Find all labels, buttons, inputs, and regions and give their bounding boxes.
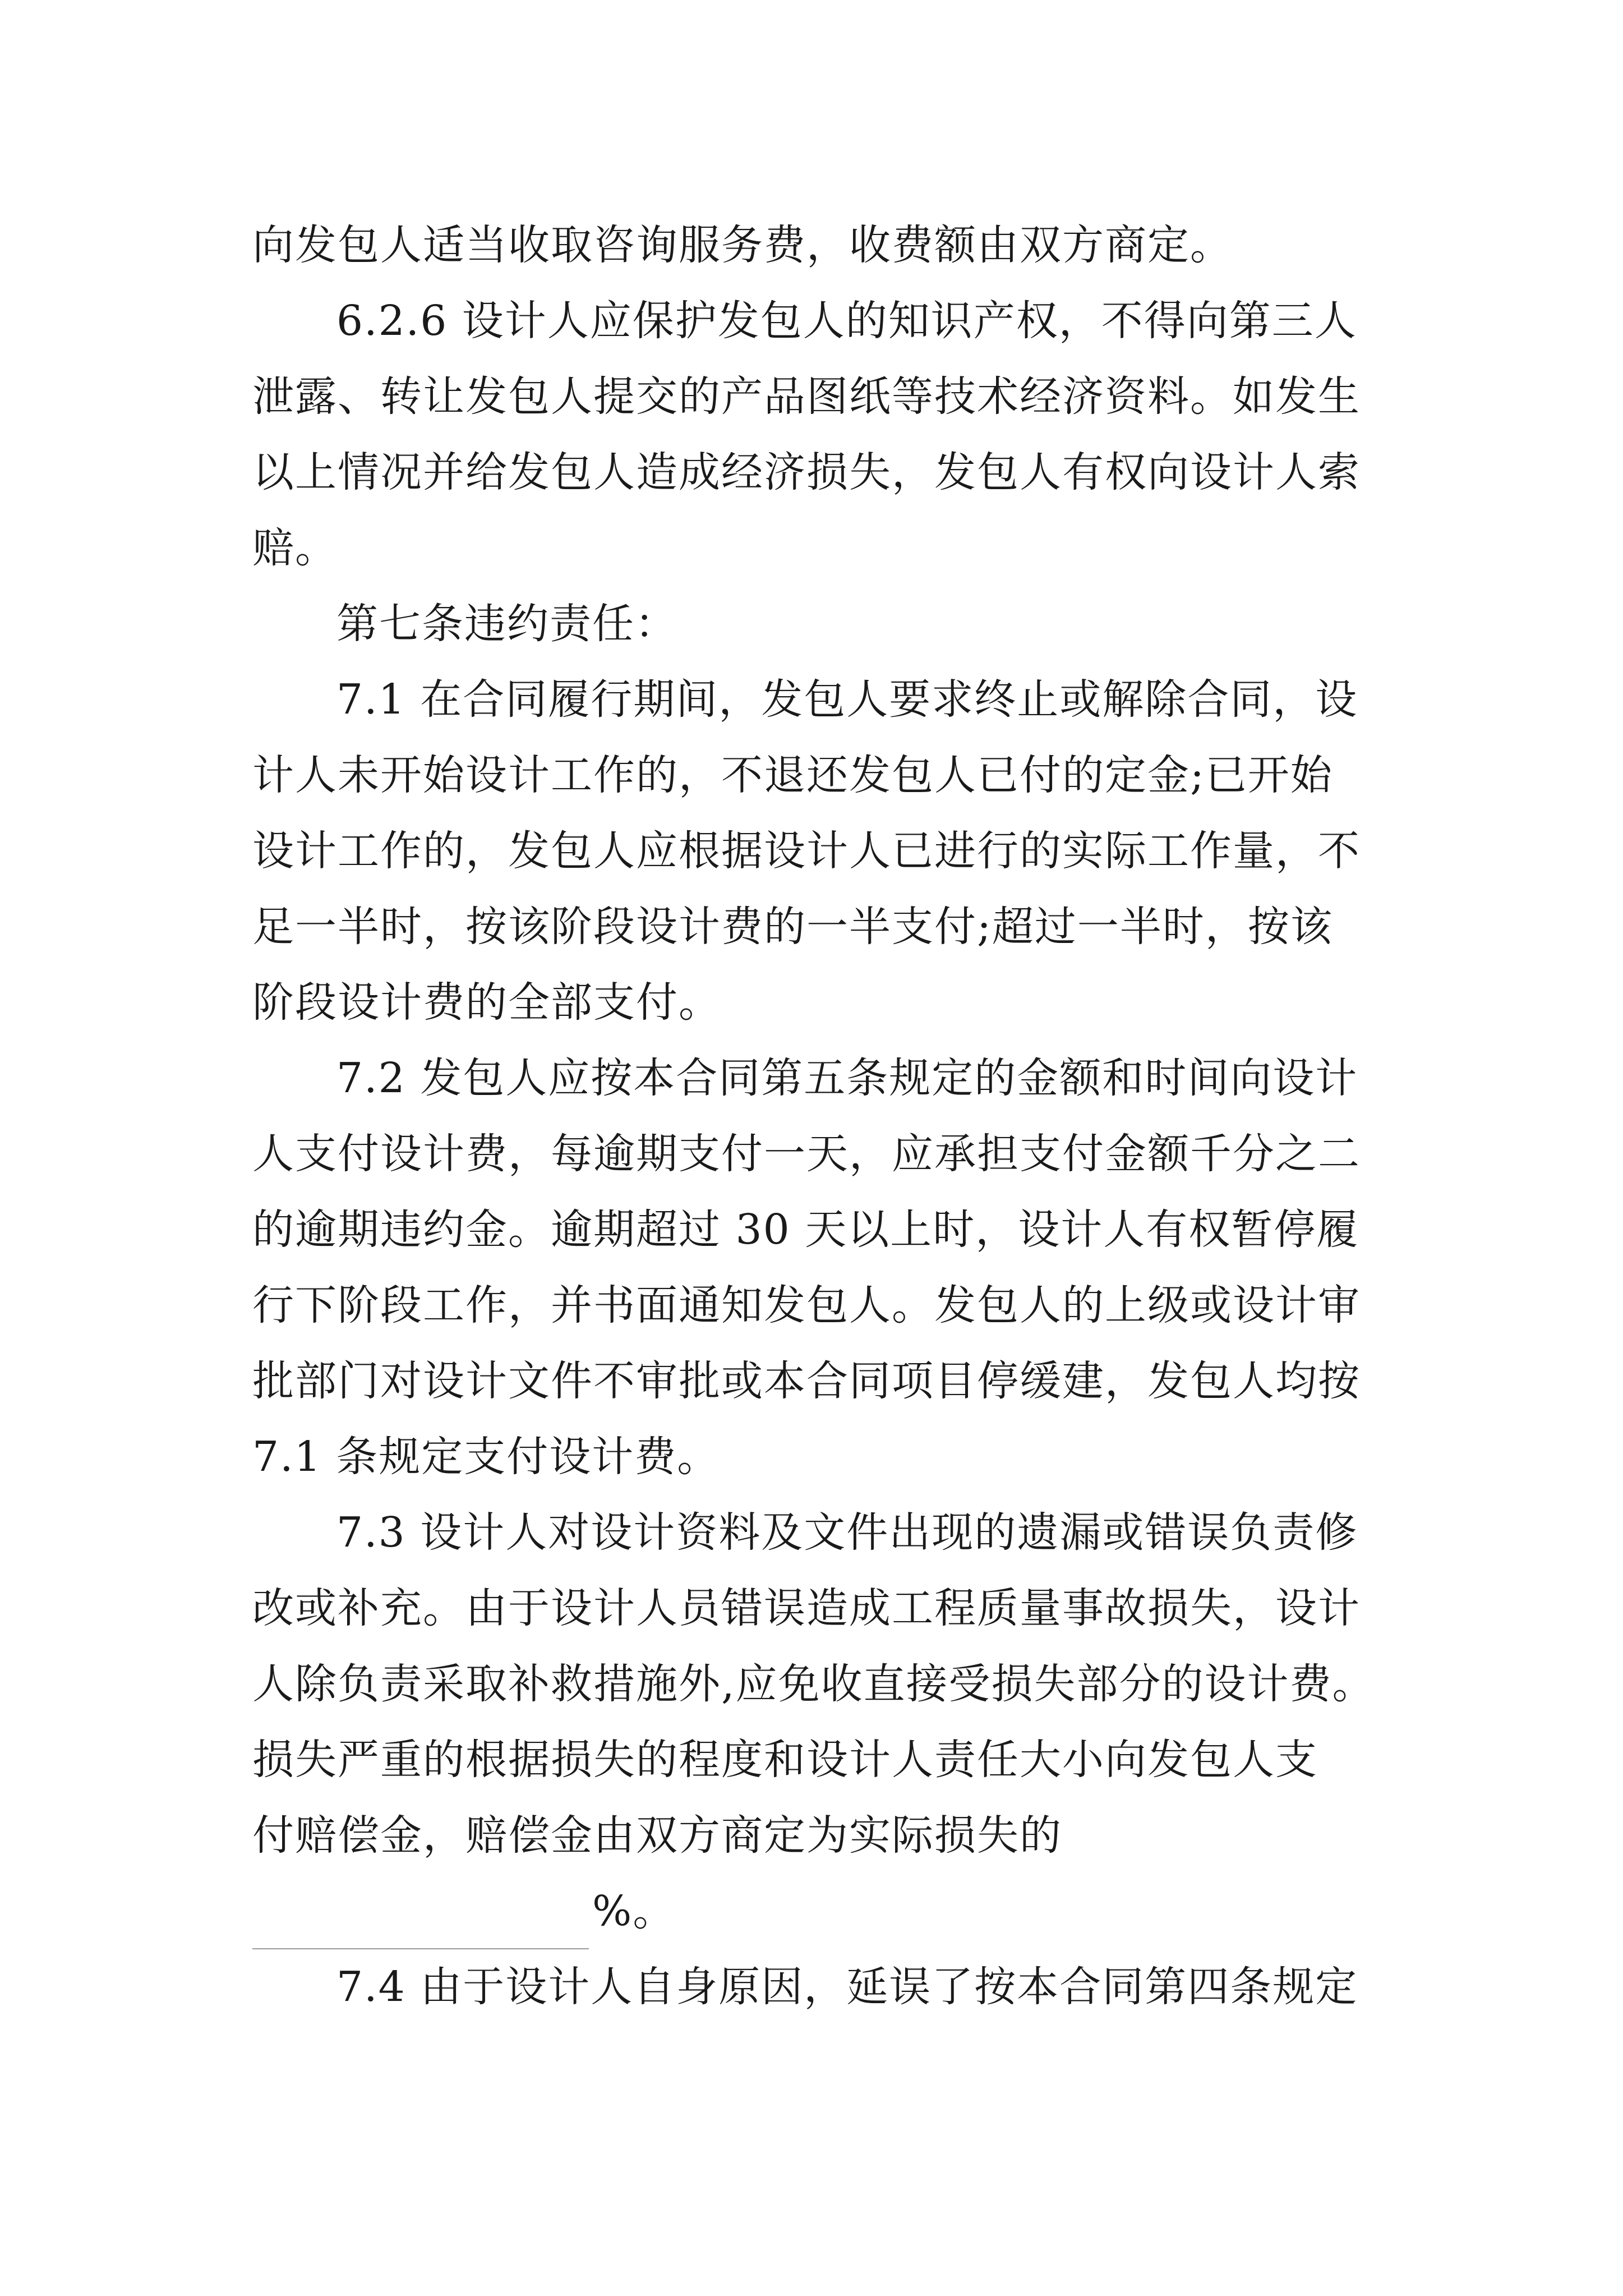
text-line: 批部门对设计文件不审批或本合同项目停缓建，发包人均按 (252, 1357, 1361, 1405)
fill-in-blank (252, 1915, 589, 1949)
text-line: 阶段设计费的全部支付。 (252, 978, 721, 1027)
text-line: 赔。 (252, 524, 338, 572)
text-line: 计人未开始设计工作的，不退还发包人已付的定金;已开始 (252, 751, 1333, 799)
text-line: 7.1 条规定支付设计费。 (252, 1433, 720, 1481)
document-body (252, 208, 1391, 2025)
clause-7-3-line: 7.3 设计人对设计资料及文件出现的遗漏或错误负责修 (336, 1508, 1358, 1557)
text-line: 的逾期违约金。逾期超过 30 天以上时，设计人有权暂停履 (252, 1205, 1359, 1254)
text-line: 改或补充。由于设计人员错误造成工程质量事故损失，设计 (252, 1584, 1361, 1632)
text-line: 向发包人适当收取咨询服务费，收费额由双方商定。 (252, 221, 1233, 269)
text-line: 设计工作的，发包人应根据设计人已进行的实际工作量，不 (252, 827, 1361, 875)
text-line: 付赔偿金，赔偿金由双方商定为实际损失的 (252, 1811, 1062, 1860)
text-line: 以上情况并给发包人造成经济损失，发包人有权向设计人索 (252, 448, 1361, 496)
text-line: 泄露、转让发包人提交的产品图纸等技术经济资料。如发生 (252, 372, 1361, 421)
text-line: 人支付设计费，每逾期支付一天，应承担支付金额千分之二 (252, 1130, 1361, 1178)
percent-suffix: %。 (592, 1887, 676, 1935)
text-line: 足一半时，按该阶段设计费的一半支付;超过一半时，按该 (252, 903, 1333, 951)
clause-6-2-6-line: 6.2.6 设计人应保护发包人的知识产权，不得向第三人 (336, 297, 1357, 345)
article-7-heading: 第七条违约责任： (336, 600, 677, 648)
text-line: 人除负责采取补救措施外,应免收直接受损失部分的设计费。 (252, 1660, 1375, 1708)
clause-7-1-line: 7.1 在合同履行期间，发包人要求终止或解除合同，设 (336, 675, 1358, 724)
clause-7-2-line: 7.2 发包人应按本合同第五条规定的金额和时间向设计 (336, 1054, 1358, 1102)
fill-in-line (252, 1874, 1391, 1949)
text-line: 损失严重的根据损失的程度和设计人责任大小向发包人支 (252, 1736, 1318, 1784)
text-line: 行下阶段工作，并书面通知发包人。发包人的上级或设计审 (252, 1281, 1361, 1329)
clause-7-4-line: 7.4 由于设计人自身原因，延误了按本合同第四条规定 (336, 1963, 1358, 2011)
